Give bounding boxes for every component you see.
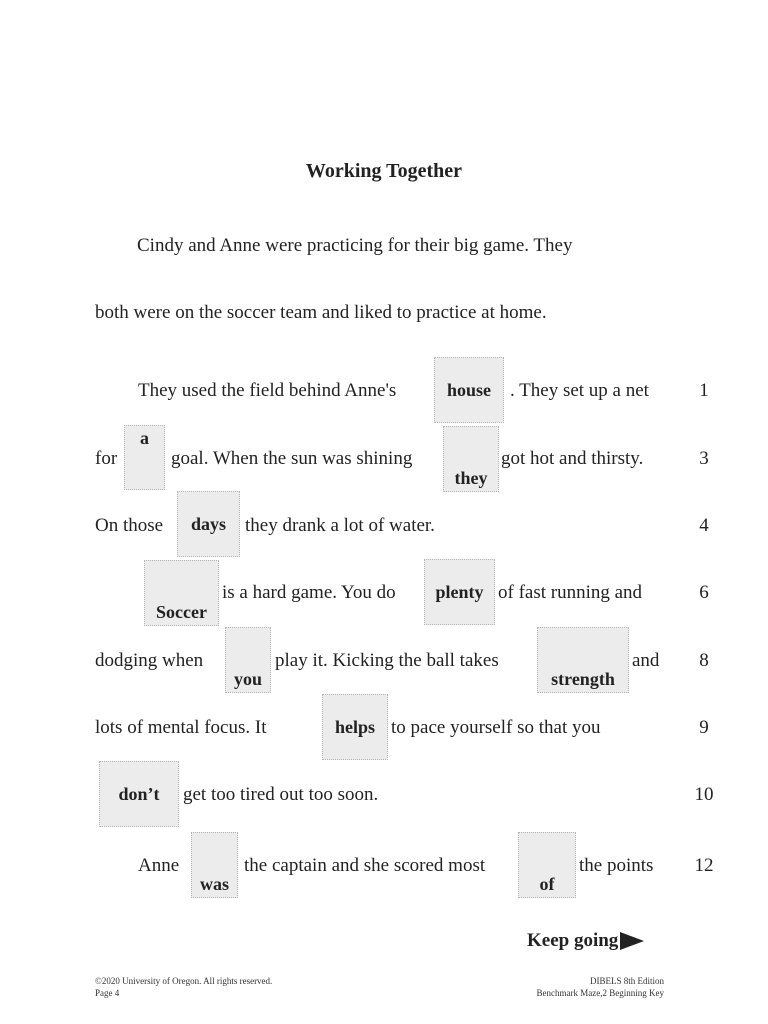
line1-text-b: . They set up a net <box>510 380 649 401</box>
line5-text-c: and <box>632 650 660 671</box>
answer-box-a: a <box>124 425 165 490</box>
line8-text-a: Anne <box>138 855 180 876</box>
line-count-12: 12 <box>694 855 714 876</box>
footer-edition: DIBELS 8th Edition <box>590 976 664 986</box>
line6-text-b: to pace yourself so that you <box>391 717 601 738</box>
answer-box-you: you <box>225 627 271 693</box>
line2-text-b: goal. When the sun was shining <box>171 448 413 469</box>
line1-text-a: They used the field behind Anne's <box>138 380 397 401</box>
answer-box-dont: don’t <box>99 761 179 827</box>
right-triangle-icon <box>620 932 644 950</box>
line8-text-c: the points <box>579 855 654 876</box>
answer-box-they: they <box>443 426 499 492</box>
line8-text-b: the captain and she scored most <box>244 855 486 876</box>
answer-box-plenty: plenty <box>424 559 495 625</box>
line2-text-a: for <box>95 448 118 469</box>
line7-text-a: get too tired out too soon. <box>183 784 379 805</box>
line-count-6: 6 <box>699 582 709 603</box>
keep-going-label: Keep going <box>527 930 619 951</box>
line4-text-b: of fast running and <box>498 582 643 603</box>
line-count-10: 10 <box>694 784 714 805</box>
answer-box-days: days <box>177 491 240 557</box>
footer-copyright: ©2020 University of Oregon. All rights reserved. <box>95 976 273 986</box>
line-count-4: 4 <box>699 515 709 536</box>
line3-text-b: they drank a lot of water. <box>245 515 435 536</box>
line3-text-a: On those <box>95 515 164 536</box>
answer-box-strength: strength <box>537 627 629 693</box>
line-count-1: 1 <box>699 380 709 401</box>
paragraph1-line1: Cindy and Anne were practicing for their big game. They <box>137 235 573 256</box>
footer-page: Page 4 <box>95 988 120 998</box>
line5-text-b: play it. Kicking the ball takes <box>275 650 499 671</box>
line2-text-c: got hot and thirsty. <box>501 448 644 469</box>
answer-box-house: house <box>434 357 504 423</box>
line-count-8: 8 <box>699 650 709 671</box>
line6-text-a: lots of mental focus. It <box>95 717 267 738</box>
line-count-9: 9 <box>699 717 709 738</box>
passage-title: Working Together <box>305 160 463 182</box>
line4-text-a: is a hard game. You do <box>222 582 396 603</box>
paragraph1-line2: both were on the soccer team and liked to practice at home. <box>95 302 547 323</box>
answer-box-of: of <box>518 832 576 898</box>
footer-form: Benchmark Maze,2 Beginning Key <box>536 988 664 998</box>
keep-going <box>527 930 644 952</box>
answer-box-soccer: Soccer <box>144 560 219 626</box>
answer-box-helps: helps <box>322 694 388 760</box>
answer-box-was: was <box>191 832 238 898</box>
line-count-3: 3 <box>699 448 709 469</box>
line5-text-a: dodging when <box>95 650 204 671</box>
